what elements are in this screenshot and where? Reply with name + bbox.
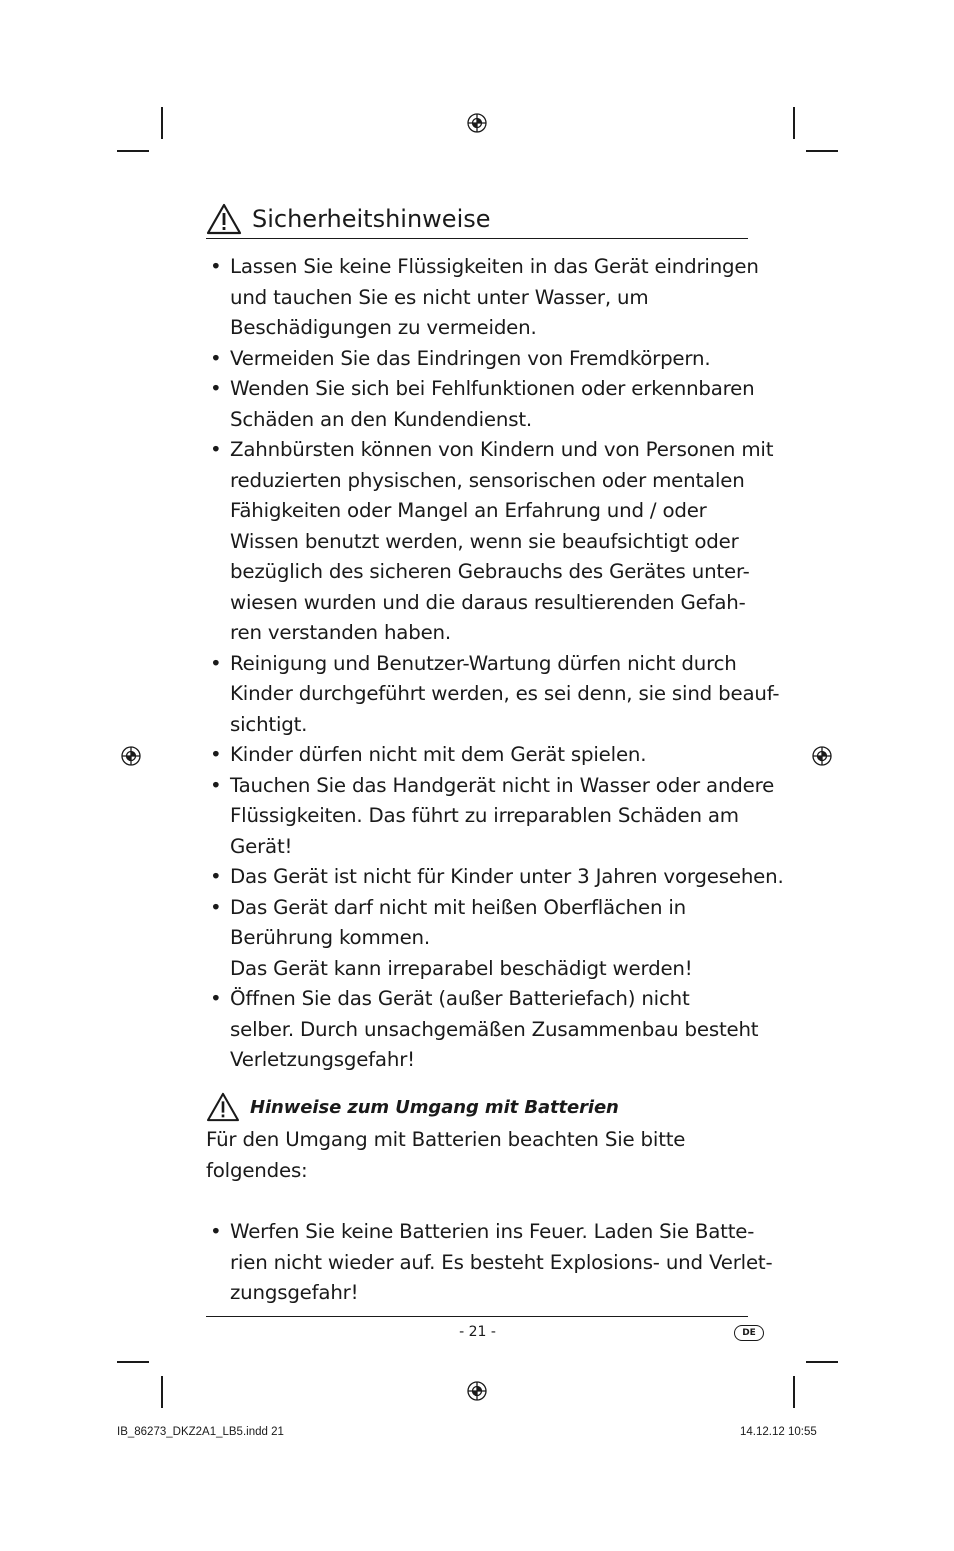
footer-rule [206,1316,748,1317]
crop-mark [161,1376,163,1408]
list-item-line: Wissen benutzt werden, wenn sie beaufsichtigt oder [230,529,739,553]
crop-mark [117,1361,149,1363]
list-item-line: sichtigt. [230,712,308,736]
battery-subheading [206,1092,619,1122]
intro-line: Für den Umgang mit Batterien beachten Sie bitte [206,1128,686,1151]
list-item-line: Lassen Sie keine Flüssigkeiten in das Gerät eindringen [230,255,759,278]
bullet: • [210,377,222,400]
list-item [206,649,780,741]
registration-mark-icon [466,112,488,134]
list-item-line: Beschädigungen zu vermeiden. [230,316,537,339]
intro-line: folgendes: [206,1158,308,1182]
crop-mark [117,150,149,152]
warning-triangle-icon [206,203,242,235]
bullet: • [210,865,222,888]
slug-datetime: 14.12.12 10:55 [740,1426,817,1438]
list-item [206,1217,773,1309]
crop-mark [806,150,838,152]
section-header [206,200,748,239]
bullet: • [210,651,222,675]
registration-mark-icon [811,745,833,767]
battery-heading: Hinweise zum Umgang mit Batterien [250,1096,619,1118]
list-item-line: Gerät! [230,834,293,858]
registration-mark-icon [120,745,142,767]
list-item-line: Flüssigkeiten. Das führt zu irreparablen Schäden am [230,804,739,827]
list-item [206,984,759,1076]
list-item-line: rien nicht wieder auf. Es besteht Explosions- und Verlet- [230,1250,773,1274]
battery-instructions-list [206,1217,773,1309]
page-number: - 21 - [459,1324,496,1340]
safety-instructions-list [206,252,784,1076]
list-item-line: Fähigkeiten oder Mangel an Erfahrung und / oder [230,499,707,522]
crop-mark [806,1361,838,1363]
list-item [206,740,751,771]
list-item [206,374,755,435]
battery-intro [206,1125,751,1186]
list-item-line: Das Gerät ist nicht für Kinder unter 3 Jahren vorgesehen. [230,865,784,888]
list-item-line: ren verstanden haben. [230,621,451,644]
registration-mark-icon [466,1380,488,1402]
bullet: • [210,895,222,919]
list-item [206,252,759,344]
list-item-line: Zahnbürsten können von Kindern und von Personen mit [230,438,774,461]
list-item-line: Tauchen Sie das Handgerät nicht in Wasser oder andere [230,773,775,797]
bullet: • [210,346,222,370]
list-item [206,771,775,863]
bullet: • [210,1220,222,1243]
bullet: • [210,987,222,1010]
list-item-line: Reinigung und Benutzer-Wartung dürfen nicht durch [230,651,737,675]
crop-mark [793,107,795,139]
crop-mark [793,1376,795,1408]
bullet: • [210,255,222,278]
list-item-line: selber. Durch unsachgemäßen Zusammenbau besteht [230,1017,759,1041]
list-item-line: Vermeiden Sie das Eindringen von Fremdkörpern. [230,346,711,370]
list-item-line: wiesen wurden und die daraus resultierenden Gefah- [230,590,746,614]
list-item-line: Werfen Sie keine Batterien ins Feuer. Laden Sie Batte- [230,1220,755,1243]
list-item-line: Schäden an den Kundendienst. [230,407,532,431]
list-item-line: bezüglich des sicheren Gebrauchs des Gerätes unter- [230,560,750,583]
list-item-line: Das Gerät darf nicht mit heißen Oberflächen in [230,895,687,919]
list-item [206,344,751,375]
list-item-line: Wenden Sie sich bei Fehlfunktionen oder erkennbaren [230,377,755,400]
bullet: • [210,773,222,797]
section-title: Sicherheitshinweise [252,205,491,233]
bullet: • [210,438,222,461]
crop-mark [161,107,163,139]
language-badge: DE [734,1325,764,1341]
list-item [206,862,784,893]
warning-triangle-icon [206,1092,240,1122]
list-item-line: reduzierten physischen, sensorischen oder mentalen [230,468,745,492]
list-item-line: Kinder durchgeführt werden, es sei denn, sie sind beauf- [230,682,780,705]
list-item-line: und tauchen Sie es nicht unter Wasser, um [230,285,649,309]
slug-filename: IB_86273_DKZ2A1_LB5.indd 21 [117,1426,284,1438]
list-item-line: Berührung kommen. [230,926,430,949]
list-item [206,435,774,649]
list-item-line: zungsgefahr! [230,1281,359,1304]
list-item-line: Öffnen Sie das Gerät (außer Batteriefach) nicht [230,987,690,1010]
list-item [206,893,751,985]
list-item-line: Kinder dürfen nicht mit dem Gerät spielen. [230,743,647,766]
list-item-line: Das Gerät kann irreparabel beschädigt werden! [230,956,693,980]
bullet: • [210,743,222,766]
list-item-line: Verletzungsgefahr! [230,1048,415,1071]
